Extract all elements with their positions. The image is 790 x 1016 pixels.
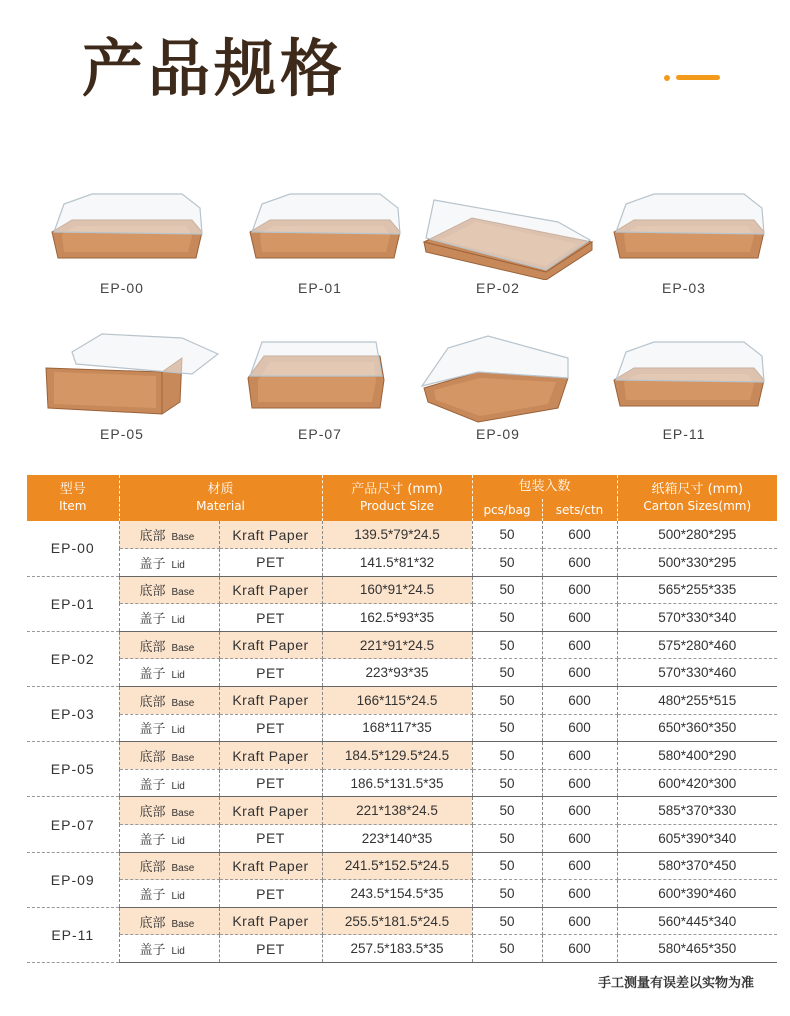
base-label-cn: 底部 <box>139 639 166 655</box>
table-row-base <box>27 576 777 604</box>
base-pcs-bag: 50 <box>472 576 542 604</box>
table-row-lid <box>27 935 777 963</box>
base-part-cell <box>119 907 219 935</box>
header-material-en: Material <box>196 498 245 513</box>
base-label-cn: 底部 <box>139 694 166 710</box>
base-carton-size: 580*370*450 <box>617 852 777 880</box>
product-name: EP-07 <box>298 426 342 442</box>
lid-sets-ctn: 600 <box>542 769 617 797</box>
base-material: Kraft Paper <box>219 797 322 825</box>
item-code: EP-11 <box>27 907 119 962</box>
lid-material: PET <box>219 825 322 853</box>
base-part-cell <box>119 742 219 770</box>
product-card <box>418 328 598 468</box>
lid-pcs-bag: 50 <box>472 935 542 963</box>
lid-part-cell <box>119 549 219 577</box>
product-card <box>240 180 420 320</box>
table-row-base <box>27 521 777 549</box>
header-material-cn: 材质 <box>207 482 234 498</box>
base-sets-ctn: 600 <box>542 797 617 825</box>
base-product-size: 184.5*129.5*24.5 <box>322 742 472 770</box>
base-label-cn: 底部 <box>139 860 166 876</box>
product-image <box>418 180 598 280</box>
item-code: EP-03 <box>27 687 119 742</box>
base-label-en: Base <box>171 532 195 544</box>
product-name: EP-11 <box>662 426 706 442</box>
product-image <box>604 180 784 280</box>
lid-part-cell <box>119 769 219 797</box>
base-carton-size: 565*255*335 <box>617 576 777 604</box>
lid-label-cn: 盖子 <box>139 943 166 959</box>
base-label-en: Base <box>171 587 195 599</box>
base-product-size: 255.5*181.5*24.5 <box>322 907 472 935</box>
product-name: EP-05 <box>100 426 144 442</box>
base-carton-size: 480*255*515 <box>617 687 777 715</box>
lid-label-en: Lid <box>171 559 185 571</box>
lid-sets-ctn: 600 <box>542 549 617 577</box>
base-material: Kraft Paper <box>219 576 322 604</box>
lid-carton-size: 600*390*460 <box>617 880 777 908</box>
spec-table-header <box>27 475 777 521</box>
table-row-base <box>27 687 777 715</box>
header-item-en: Item <box>59 498 87 513</box>
lid-part-cell <box>119 825 219 853</box>
base-product-size: 221*91*24.5 <box>322 631 472 659</box>
base-part-cell <box>119 576 219 604</box>
spec-table <box>27 475 777 963</box>
lid-carton-size: 580*465*350 <box>617 935 777 963</box>
base-pcs-bag: 50 <box>472 742 542 770</box>
base-pcs-bag: 50 <box>472 631 542 659</box>
item-code: EP-02 <box>27 631 119 686</box>
header-size <box>322 475 472 521</box>
base-sets-ctn: 600 <box>542 852 617 880</box>
base-product-size: 166*115*24.5 <box>322 687 472 715</box>
base-carton-size: 560*445*340 <box>617 907 777 935</box>
table-row-lid <box>27 714 777 742</box>
base-product-size: 139.5*79*24.5 <box>322 521 472 549</box>
table-row-lid <box>27 549 777 577</box>
lid-label-cn: 盖子 <box>139 612 166 628</box>
table-row-base <box>27 797 777 825</box>
table-row-base <box>27 631 777 659</box>
header-sets-ctn <box>542 499 617 521</box>
base-material: Kraft Paper <box>219 907 322 935</box>
item-code: EP-01 <box>27 576 119 631</box>
lid-pcs-bag: 50 <box>472 880 542 908</box>
header-packing-cn: 包装入数 <box>518 478 571 494</box>
page-title: 产品规格 <box>82 32 347 105</box>
base-label-cn: 底部 <box>139 915 166 931</box>
lid-label-en: Lid <box>171 835 185 847</box>
base-product-size: 241.5*152.5*24.5 <box>322 852 472 880</box>
base-part-cell <box>119 521 219 549</box>
base-pcs-bag: 50 <box>472 687 542 715</box>
lid-label-en: Lid <box>171 780 185 792</box>
base-product-size: 221*138*24.5 <box>322 797 472 825</box>
base-material: Kraft Paper <box>219 687 322 715</box>
table-row-base <box>27 852 777 880</box>
lid-material: PET <box>219 549 322 577</box>
lid-carton-size: 570*330*340 <box>617 604 777 632</box>
base-part-cell <box>119 852 219 880</box>
header-carton-cn: 纸箱尺寸 (mm) <box>651 482 744 498</box>
lid-label-cn: 盖子 <box>139 556 166 572</box>
base-material: Kraft Paper <box>219 742 322 770</box>
table-row-lid <box>27 825 777 853</box>
table-row-lid <box>27 880 777 908</box>
base-label-cn: 底部 <box>139 529 166 545</box>
product-card <box>240 328 420 468</box>
base-label-en: Base <box>171 642 195 654</box>
lid-carton-size: 600*420*300 <box>617 769 777 797</box>
product-card <box>604 180 784 320</box>
base-part-cell <box>119 631 219 659</box>
product-name: EP-09 <box>476 426 520 442</box>
base-material: Kraft Paper <box>219 852 322 880</box>
header-item <box>27 475 119 521</box>
base-label-cn: 底部 <box>139 805 166 821</box>
lid-product-size: 243.5*154.5*35 <box>322 880 472 908</box>
lid-label-en: Lid <box>171 946 185 958</box>
measurement-note: 手工测量有误差以实物为准 <box>597 976 754 991</box>
lid-sets-ctn: 600 <box>542 714 617 742</box>
lid-label-cn: 盖子 <box>139 832 166 848</box>
lid-material: PET <box>219 659 322 687</box>
lid-sets-ctn: 600 <box>542 659 617 687</box>
lid-part-cell <box>119 935 219 963</box>
lid-carton-size: 500*330*295 <box>617 549 777 577</box>
product-name: EP-02 <box>476 280 520 296</box>
lid-part-cell <box>119 880 219 908</box>
base-label-en: Base <box>171 697 195 709</box>
lid-label-cn: 盖子 <box>139 667 166 683</box>
table-row-base <box>27 742 777 770</box>
base-pcs-bag: 50 <box>472 797 542 825</box>
base-pcs-bag: 50 <box>472 852 542 880</box>
item-code: EP-00 <box>27 521 119 576</box>
lid-pcs-bag: 50 <box>472 825 542 853</box>
base-sets-ctn: 600 <box>542 576 617 604</box>
lid-pcs-bag: 50 <box>472 604 542 632</box>
lid-product-size: 257.5*183.5*35 <box>322 935 472 963</box>
header-carton-en: Carton Sizes(mm) <box>643 498 752 513</box>
header-carton <box>617 475 777 521</box>
lid-material: PET <box>219 769 322 797</box>
base-carton-size: 500*280*295 <box>617 521 777 549</box>
decoration-bar <box>676 75 720 80</box>
table-row-lid <box>27 769 777 797</box>
base-sets-ctn: 600 <box>542 631 617 659</box>
lid-pcs-bag: 50 <box>472 549 542 577</box>
product-image <box>42 328 222 428</box>
lid-label-cn: 盖子 <box>139 777 166 793</box>
base-part-cell <box>119 797 219 825</box>
product-name: EP-00 <box>100 280 144 296</box>
item-code: EP-05 <box>27 742 119 797</box>
header-pcs-label: pcs/bag <box>483 502 531 517</box>
lid-pcs-bag: 50 <box>472 714 542 742</box>
lid-carton-size: 570*330*460 <box>617 659 777 687</box>
lid-material: PET <box>219 935 322 963</box>
lid-part-cell <box>119 604 219 632</box>
base-material: Kraft Paper <box>219 631 322 659</box>
lid-product-size: 141.5*81*32 <box>322 549 472 577</box>
product-image <box>418 328 598 428</box>
lid-sets-ctn: 600 <box>542 825 617 853</box>
item-code: EP-09 <box>27 852 119 907</box>
lid-label-cn: 盖子 <box>139 888 166 904</box>
lid-pcs-bag: 50 <box>472 769 542 797</box>
lid-part-cell <box>119 714 219 742</box>
lid-sets-ctn: 600 <box>542 604 617 632</box>
lid-material: PET <box>219 604 322 632</box>
lid-label-en: Lid <box>171 670 185 682</box>
product-image <box>240 328 420 428</box>
base-sets-ctn: 600 <box>542 687 617 715</box>
base-label-en: Base <box>171 863 195 875</box>
base-product-size: 160*91*24.5 <box>322 576 472 604</box>
base-sets-ctn: 600 <box>542 521 617 549</box>
base-label-en: Base <box>171 918 195 930</box>
lid-sets-ctn: 600 <box>542 935 617 963</box>
product-card <box>42 328 222 468</box>
base-sets-ctn: 600 <box>542 742 617 770</box>
header-sets-label: sets/ctn <box>555 502 604 517</box>
header-size-en: Product Size <box>359 498 434 513</box>
item-code: EP-07 <box>27 797 119 852</box>
lid-product-size: 186.5*131.5*35 <box>322 769 472 797</box>
title-decoration <box>664 74 722 82</box>
lid-carton-size: 605*390*340 <box>617 825 777 853</box>
base-label-cn: 底部 <box>139 584 166 600</box>
lid-label-en: Lid <box>171 615 185 627</box>
lid-material: PET <box>219 880 322 908</box>
lid-label-cn: 盖子 <box>139 722 166 738</box>
header-pcs-bag <box>472 499 542 521</box>
product-image <box>240 180 420 280</box>
base-label-cn: 底部 <box>139 750 166 766</box>
table-row-base <box>27 907 777 935</box>
base-part-cell <box>119 687 219 715</box>
base-label-en: Base <box>171 808 195 820</box>
header-packing <box>472 475 617 499</box>
lid-material: PET <box>219 714 322 742</box>
product-card <box>418 180 598 320</box>
decoration-dot <box>664 75 670 81</box>
table-row-lid <box>27 659 777 687</box>
lid-sets-ctn: 600 <box>542 880 617 908</box>
lid-product-size: 162.5*93*35 <box>322 604 472 632</box>
spec-table-body <box>27 521 777 963</box>
product-name: EP-01 <box>298 280 342 296</box>
lid-product-size: 168*117*35 <box>322 714 472 742</box>
base-pcs-bag: 50 <box>472 521 542 549</box>
product-card <box>42 180 222 320</box>
base-pcs-bag: 50 <box>472 907 542 935</box>
header-material <box>119 475 322 521</box>
product-card <box>604 328 784 468</box>
lid-carton-size: 650*360*350 <box>617 714 777 742</box>
product-image <box>604 328 784 428</box>
product-name: EP-03 <box>662 280 706 296</box>
base-sets-ctn: 600 <box>542 907 617 935</box>
lid-label-en: Lid <box>171 891 185 903</box>
lid-label-en: Lid <box>171 725 185 737</box>
base-material: Kraft Paper <box>219 521 322 549</box>
table-row-lid <box>27 604 777 632</box>
header-size-cn: 产品尺寸 (mm) <box>351 482 443 498</box>
lid-part-cell <box>119 659 219 687</box>
base-label-en: Base <box>171 753 195 765</box>
base-carton-size: 585*370*330 <box>617 797 777 825</box>
base-carton-size: 580*400*290 <box>617 742 777 770</box>
lid-product-size: 223*93*35 <box>322 659 472 687</box>
lid-product-size: 223*140*35 <box>322 825 472 853</box>
product-image <box>42 180 222 280</box>
header-item-cn: 型号 <box>59 482 86 498</box>
base-carton-size: 575*280*460 <box>617 631 777 659</box>
lid-pcs-bag: 50 <box>472 659 542 687</box>
